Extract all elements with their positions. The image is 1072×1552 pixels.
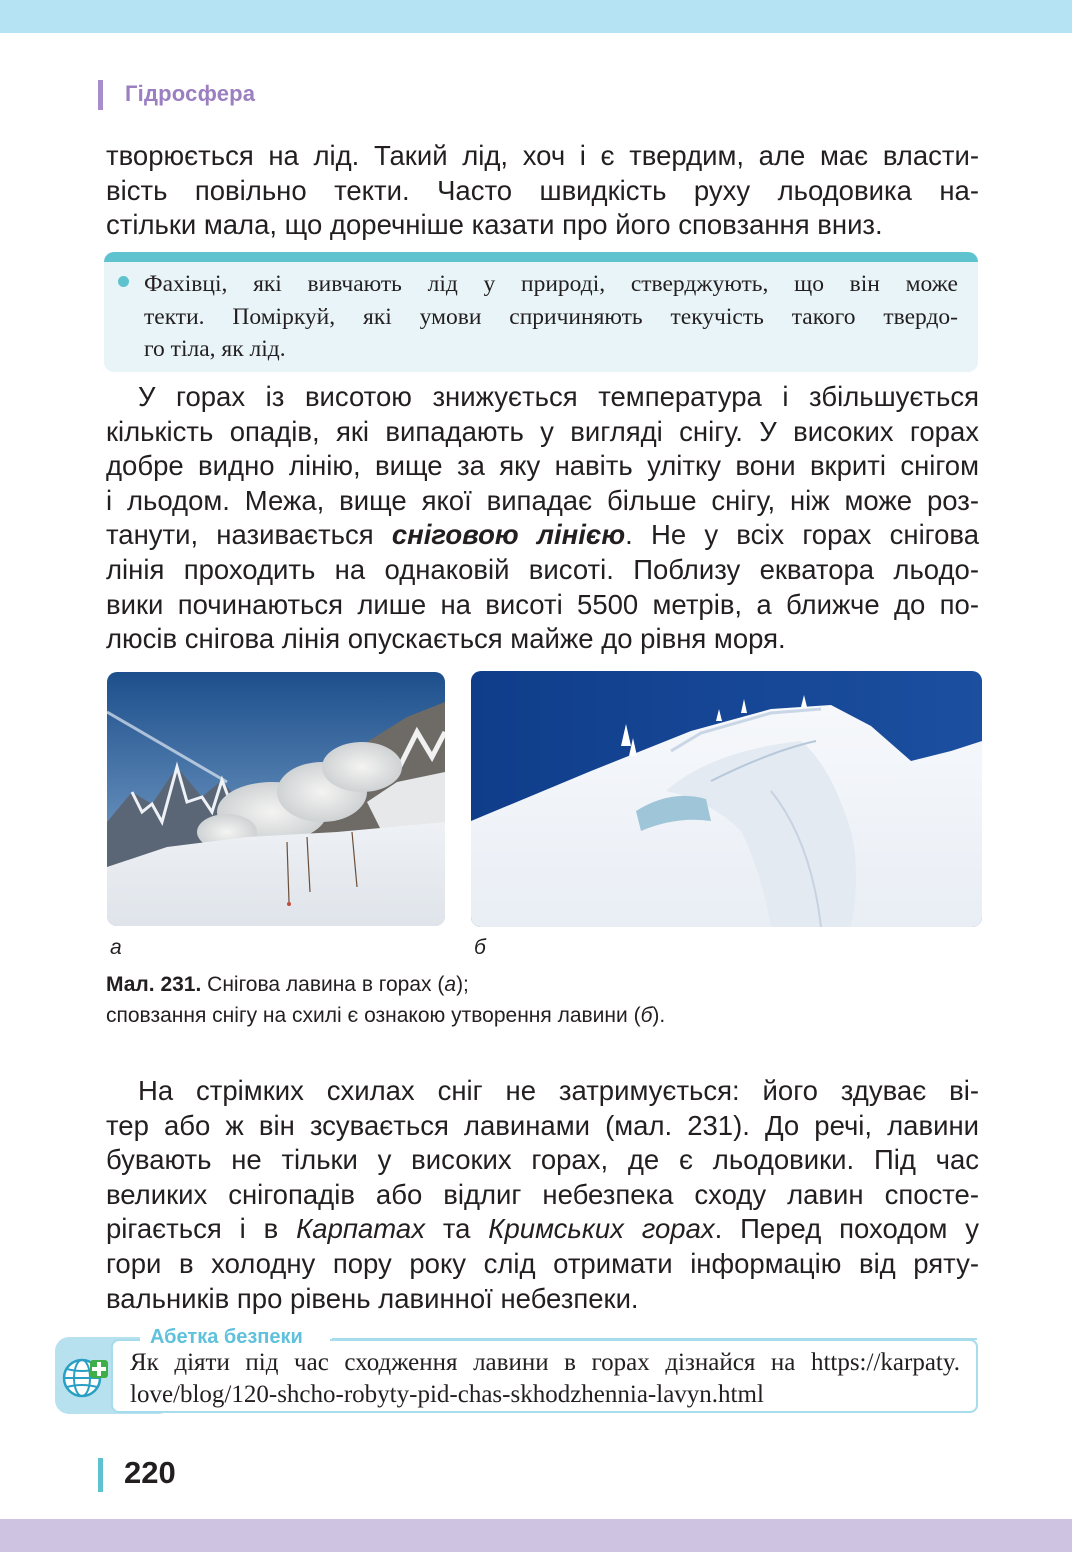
text-line: текти. Поміркуй, які умови спричиняють текучість такого твердо-	[144, 303, 958, 330]
text-line: кількість опадів, які випадають у вигляді снігу. У високих горах	[106, 415, 979, 447]
text-line: го тіла, як лід.	[144, 336, 286, 362]
text-line: бувають не тільки у високих горах, де є льодовики. Під час	[106, 1144, 979, 1176]
text-line: вість повільно текти. Часто швидкість руху льодовика на-	[106, 174, 979, 206]
text-fragment: рігається і в	[106, 1213, 297, 1245]
caption-fragment: сповзання снігу на схилі є ознакою утворення лавини (	[106, 1004, 641, 1027]
figure-caption	[106, 969, 665, 1031]
safety-link[interactable]: love/blog/120-shcho-robyty-pid-chas-skhodzhennia-lavyn.html	[130, 1380, 764, 1408]
text-fragment: танути, називається	[106, 519, 392, 551]
paragraph-intro	[106, 139, 979, 243]
place-name: Карпатах	[296, 1213, 425, 1245]
text-line: лінія проходить на однаковій висоті. Поблизу екватора льодо-	[106, 553, 979, 585]
caption-fragment: б	[640, 1004, 653, 1027]
bullet-icon	[118, 276, 129, 287]
text-line: творюється на лід. Такий лід, хоч і є твердим, але має власти-	[106, 140, 979, 171]
section-marker	[98, 80, 103, 110]
text-line: стільки мала, що доречніше казати про його сповзання вниз.	[106, 209, 883, 241]
caption-line	[106, 969, 665, 1000]
text-line: На стрімких схилах сніг не затримується: його здуває ві-	[138, 1075, 979, 1106]
safety-divider	[332, 1338, 977, 1340]
globe-plus-icon	[60, 1352, 110, 1402]
text-line: Як діяти під час сходження лавини в горах дізнайся на https://karpaty.	[130, 1349, 960, 1376]
bottom-color-band	[0, 1519, 1072, 1552]
caption-fragment: ).	[652, 1004, 666, 1027]
safety-text	[130, 1347, 960, 1410]
photo-label-a: а	[110, 936, 122, 959]
place-name: Кримських горах	[488, 1213, 715, 1245]
section-title: Гідросфера	[125, 81, 256, 106]
text-line: тер або ж він зсувається лавинами (мал. 231). До речі, лавини	[106, 1109, 979, 1141]
text-line: вальників про рівень лавинної небезпеки.	[106, 1282, 639, 1314]
text-line: вики починаються лише на висоті 5500 метрів, а ближче до по-	[106, 588, 979, 620]
photo-avalanche	[107, 672, 445, 926]
paragraph-snow-line	[106, 380, 979, 657]
text-fragment: та	[424, 1213, 489, 1245]
text-line	[106, 1212, 979, 1247]
caption-fragment: а	[444, 973, 457, 996]
page-number: 220	[124, 1455, 176, 1490]
text-line	[106, 518, 979, 553]
text-line: добре видно лінію, вище за яку навіть улітку вони вкриті снігом	[106, 450, 979, 482]
text-line: і льодом. Межа, вище якої випадає більше снігу, ніж може роз-	[106, 484, 979, 516]
text-fragment: . Не у всіх горах снігова	[625, 519, 979, 551]
caption-line	[106, 1000, 665, 1031]
key-term: сніговою лінією	[391, 519, 626, 551]
question-text	[144, 268, 958, 366]
text-fragment: . Перед походом у	[714, 1213, 979, 1245]
text-line: гори в холодну пору року слід отримати інформацію від ряту-	[106, 1247, 979, 1279]
caption-title: Мал. 231.	[106, 973, 202, 996]
text-line: великих снігопадів або відлиг небезпека сходу лавин спосте-	[106, 1178, 979, 1210]
caption-fragment: );	[456, 973, 469, 996]
safety-title: Абетка безпеки	[150, 1326, 303, 1348]
page-marker	[98, 1458, 103, 1492]
text-line: люсів снігова лінія опускається майже до рівня моря.	[106, 623, 786, 655]
caption-fragment: Снігова лавина в горах (	[201, 973, 445, 996]
paragraph-avalanches	[106, 1074, 979, 1316]
photo-label-b: б	[474, 936, 486, 959]
top-color-band	[0, 0, 1072, 33]
photo-snow-slope	[471, 671, 982, 927]
text-line: У горах із висотою знижується температура і збільшується	[138, 381, 979, 412]
text-line: Фахівці, які вивчають лід у природі, стверджують, що він може	[144, 271, 958, 297]
